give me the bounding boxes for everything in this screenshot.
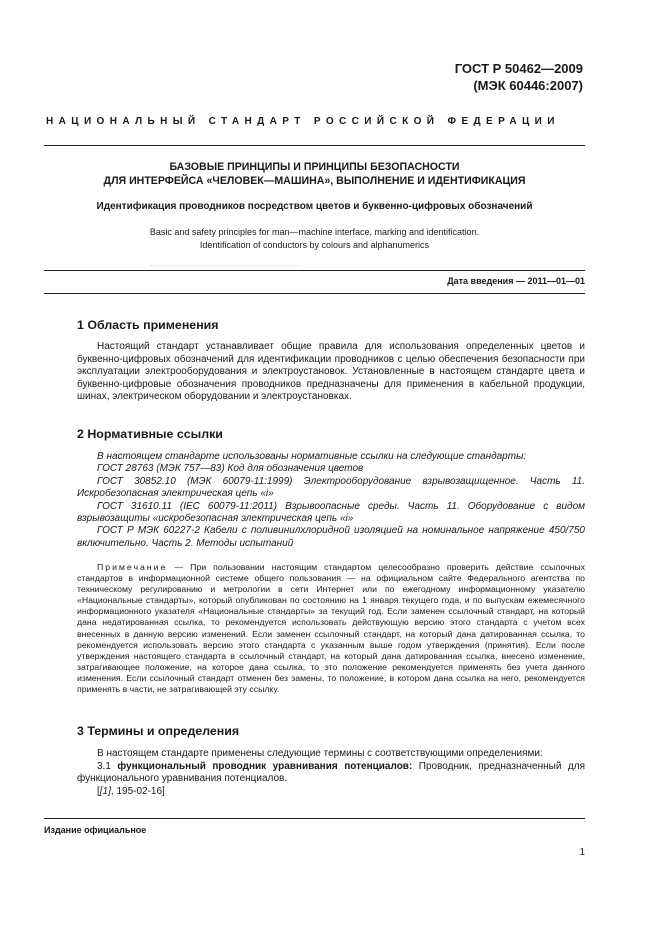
scan-artifact-line (150, 265, 300, 266)
references-intro: В настоящем стандарте использованы нормативные ссылки на следующие стандарты: (97, 451, 527, 462)
section-3-heading: 3 Термины и определения (77, 724, 240, 738)
normative-references (77, 451, 585, 550)
note-label: Примечание (97, 562, 168, 572)
standard-number: ГОСТ Р 50462—2009 (454, 61, 583, 76)
references-note (77, 562, 585, 695)
introduction-date: Дата введения — 2011—01—01 (447, 276, 585, 286)
national-standard-title: НАЦИОНАЛЬНЫЙ СТАНДАРТ РОССИЙСКОЙ ФЕДЕРАЦИИ (46, 116, 560, 127)
footer-rule (44, 818, 585, 819)
term-source-ref: [1] (99, 785, 111, 797)
term-name: функциональный проводник уравнивания потенциалов: (117, 760, 413, 772)
term-number: 3.1 (97, 760, 111, 772)
term-source: [[1], 195-02-16] (97, 785, 165, 797)
document-title (44, 160, 585, 188)
english-title-line-2: Identification of conductors by colours and alphanumerics (199, 240, 430, 250)
section-1-text (77, 341, 585, 404)
term-3-1 (77, 761, 585, 786)
english-title (44, 226, 585, 252)
reference-item: ГОСТ 28763 (МЭК 757—83) Код для обозначения цветов (97, 463, 364, 475)
section-1-paragraph: Настоящий стандарт устанавливает общие правила для использования определенных цветов и буквенно-цифровых обозначений для идентификации проводников с целью обеспечения безопасности при эксплуатации электрооборудования и электроустановок. Установленные в настоящем стандарте цвета и буквенно-цифровые обозначения проводников предназначены для применения в кабельной продукции, шинах, электрическом оборудовании и электроустановках. (77, 341, 585, 403)
title-rule (44, 270, 585, 271)
term-definition: Проводник, предназначенный для функционального уравнивания потенциалов. (77, 760, 585, 785)
section-3-text (77, 748, 585, 798)
english-title-line-1: Basic and safety principles for man—machine interface, marking and identification. (149, 227, 480, 237)
reference-item: ГОСТ 31610.11 (IEC 60079-11:2011) Взрывоопасные среды. Часть 11. Оборудование с видом взрывозащиты «искробезопасная электрическая цепь «i» (77, 500, 585, 525)
date-rule (44, 293, 585, 294)
publication-label: Издание официальное (44, 825, 147, 835)
section-1-heading: 1 Область применения (77, 318, 219, 332)
terms-intro: В настоящем стандарте применены следующие термины с соответствующими определениями: (97, 748, 543, 759)
title-line-1: БАЗОВЫЕ ПРИНЦИПЫ И ПРИНЦИПЫ БЕЗОПАСНОСТИ (169, 161, 460, 173)
page-number: 1 (579, 847, 585, 858)
note-text: — При пользовании настоящим стандартом целесообразно проверить действие ссылочных стандартов в информационной системе общего пользования — на официальном сайте Федерального агентства по техническому регулированию и метрологии в сети Интернет или по ежегодному информационному указателю «Национальные стандарты», который опубликован по состоянию на 1 января текущего года, и по выпускам ежемесячного информационного указателя «Национальные стандарты» за текущий год. Если заменен ссылочный стандарт, на который дана недатированная ссылка, то рекомендуется использовать действующую версию этого стандарта с учетом всех внесенных в данную версию изменений. Если заменен ссылочный стандарт, на который дана датированная ссылка, то рекомендуется использовать версию этого стандарта с указанным выше годом утверждения (принятия). Если после утверждения настоящего стандарта в ссылочный стандарт, на который дана датированная ссылка, внесено изменение, затрагивающее положение, на которое дана ссылка, то это положение рекомендуется применять без учета данного изменения. Если ссылочный стандарт отменен без замены, то положение, в котором дана ссылка на него, рекомендуется применять в части, не затрагивающей эту ссылку. (77, 562, 585, 695)
iec-number: (МЭК 60446:2007) (473, 78, 583, 93)
document-subtitle: Идентификация проводников посредством цветов и буквенно-цифровых обозначений (96, 201, 533, 212)
term-source-rest: , 195-02-16] (110, 785, 165, 797)
reference-item: ГОСТ Р МЭК 60227-2 Кабели с поливинилхлоридной изоляцией на номинальное напряжение 450/750 включительно. Часть 2. Методы испытаний (77, 525, 585, 549)
header-rule (44, 145, 585, 146)
section-2-heading: 2 Нормативные ссылки (77, 427, 223, 441)
reference-item: ГОСТ 30852.10 (МЭК 60079-11:1999) Электрооборудование взрывозащищенное. Часть 11. Искробезопасная электрическая цепь «i» (77, 475, 585, 500)
title-line-2: ДЛЯ ИНТЕРФЕЙСА «ЧЕЛОВЕК—МАШИНА», ВЫПОЛНЕНИЕ И ИДЕНТИФИКАЦИЯ (103, 175, 526, 187)
standard-number-block (455, 60, 583, 94)
